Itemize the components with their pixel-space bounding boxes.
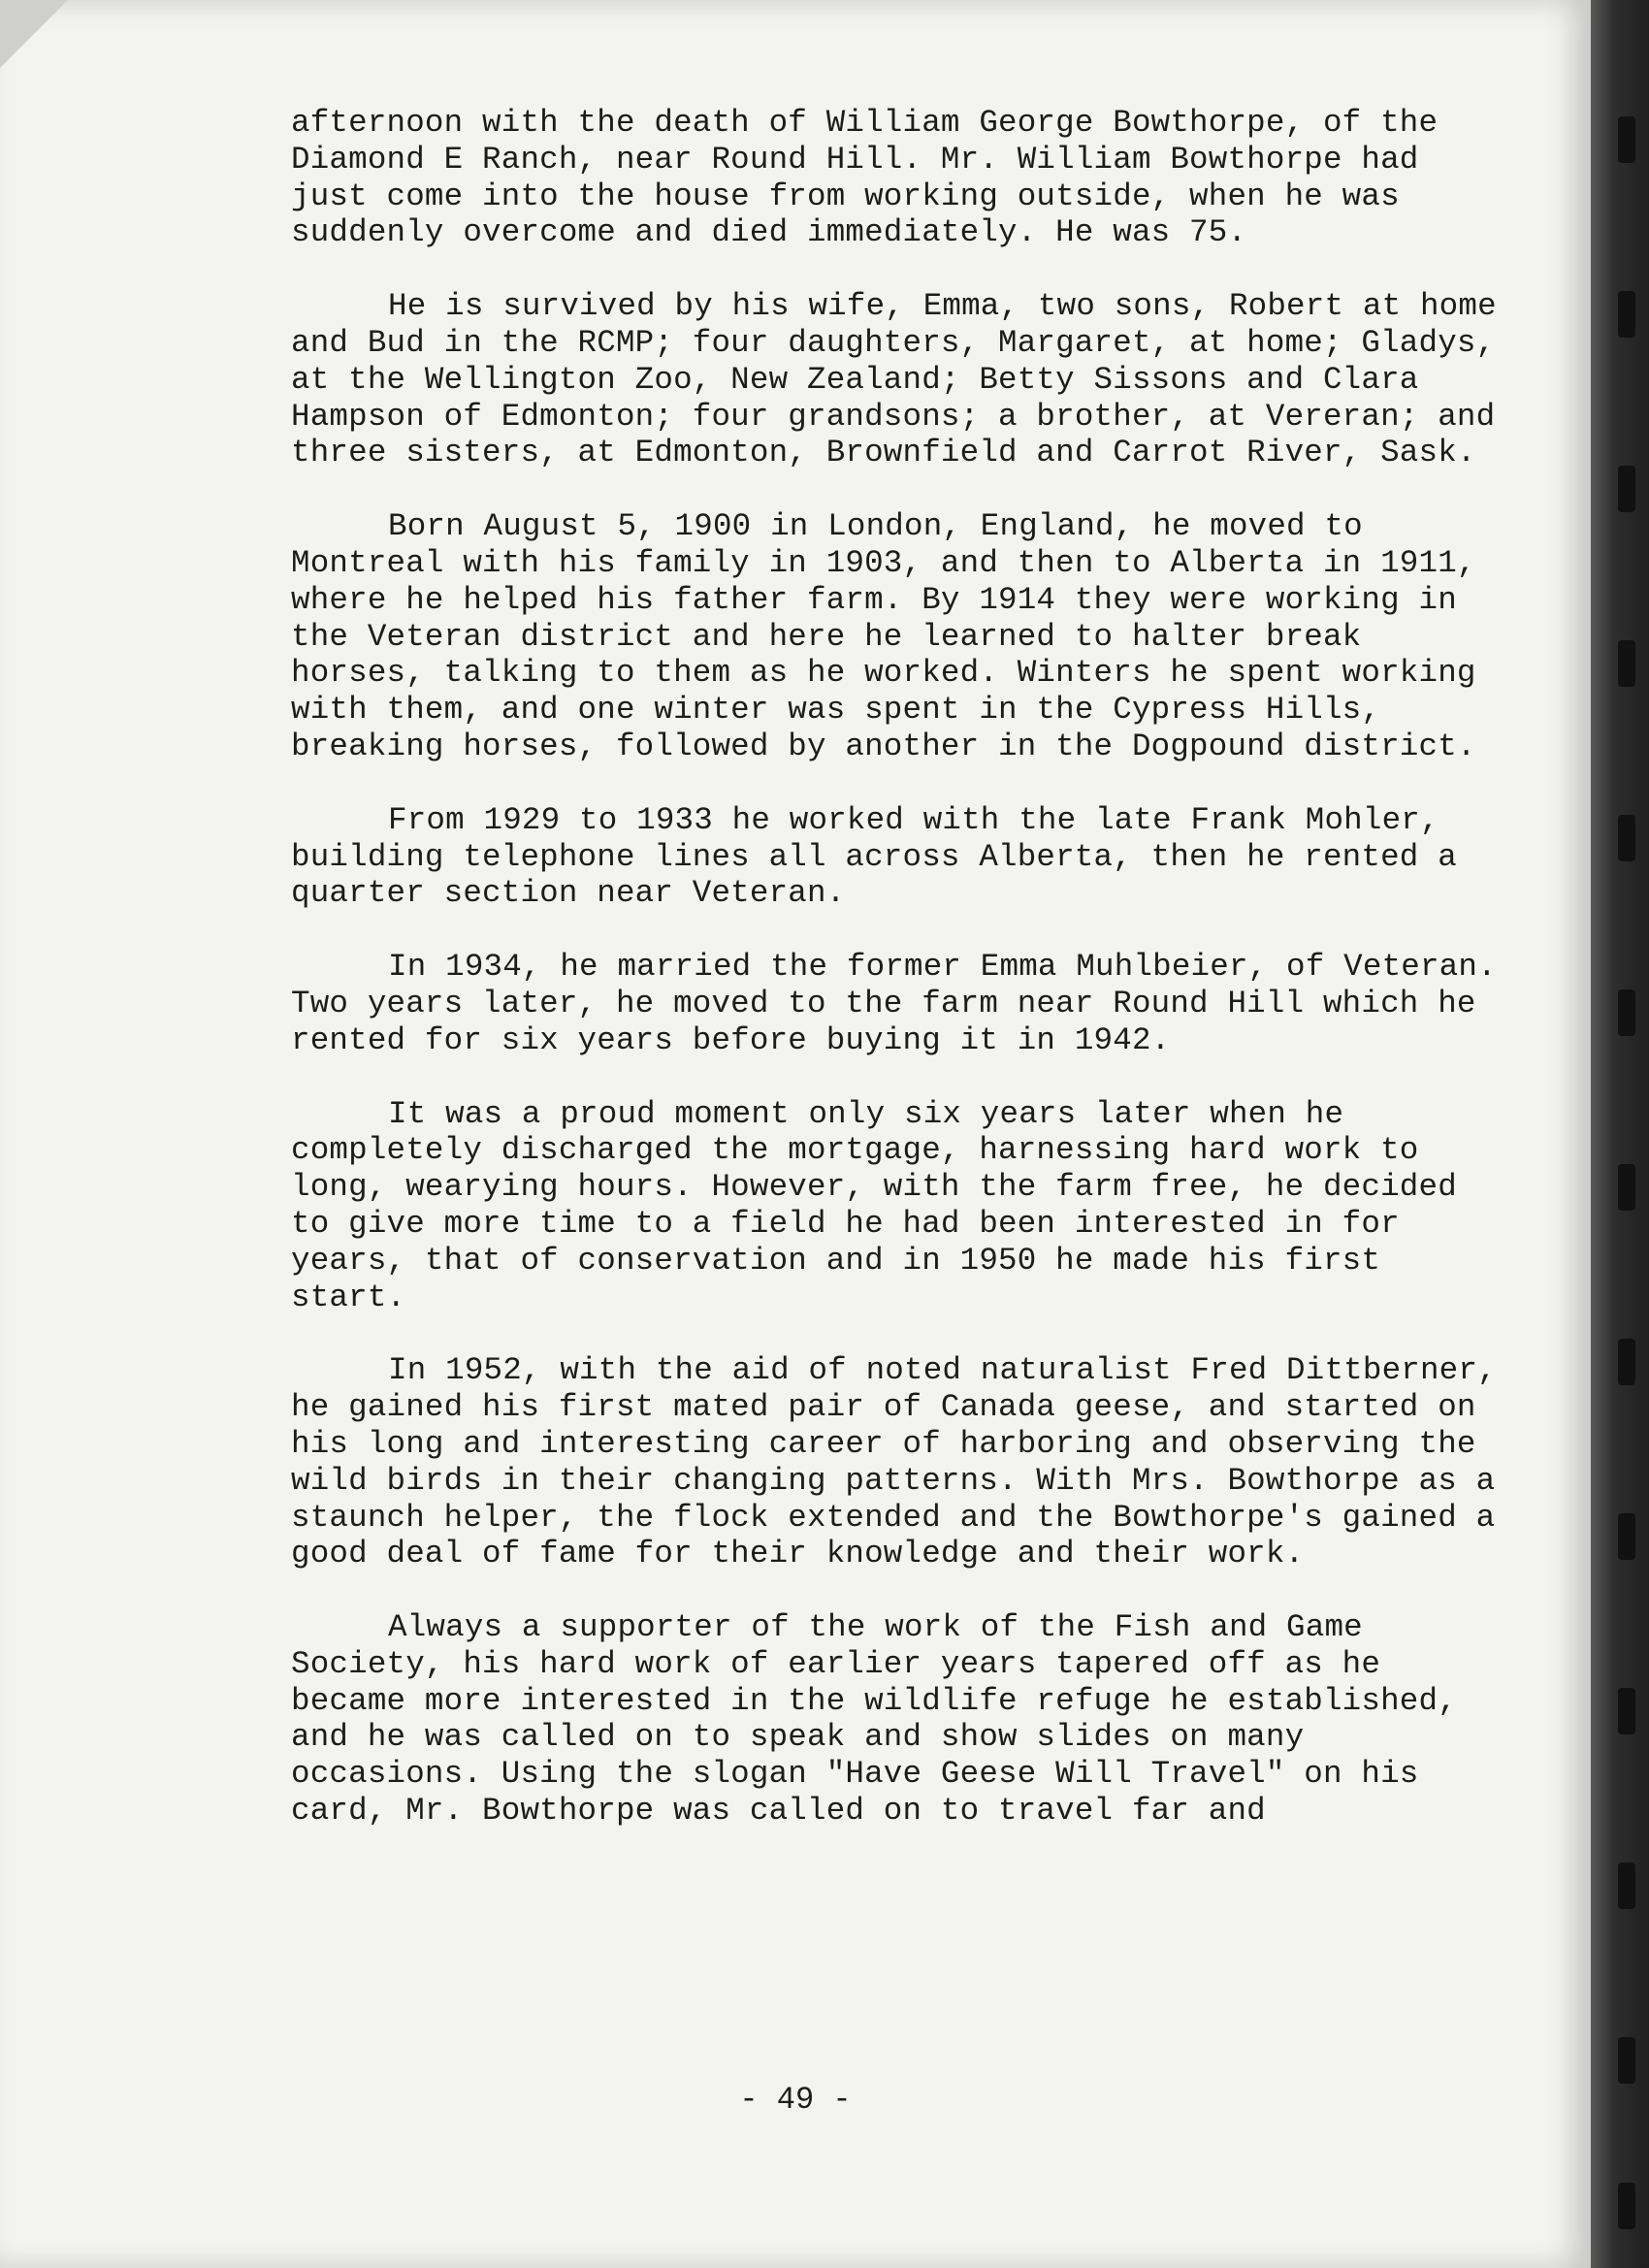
binding-ring xyxy=(1618,2037,1635,2084)
binding-ring xyxy=(1618,815,1635,861)
spiral-binding xyxy=(1591,0,1649,2268)
paragraph-1: afternoon with the death of William George Bowthorpe, of the Diamond E Ranch, near Round Hill. Mr. William Bowthorpe had just come into the house from working outside, when he was suddenly overcome and died immediately. He was 75. xyxy=(291,105,1439,251)
binding-ring xyxy=(1618,1863,1635,1909)
folded-corner xyxy=(0,0,68,68)
body-text xyxy=(291,105,1504,1866)
page-number: - 49 - xyxy=(739,2082,852,2118)
paragraph-6: It was a proud moment only six years later when he completely discharged the mortgage, harnessing hard work to long, wearying hours. However, with the farm free, he decided to give more time to a field he had been interested in for years, that of conservation and in 1950 he made his first start. xyxy=(291,1095,1457,1315)
binding-ring xyxy=(1618,466,1635,512)
binding-ring xyxy=(1618,291,1635,338)
binding-ring xyxy=(1618,640,1635,687)
paragraph-3: Born August 5, 1900 in London, England, he moved to Montreal with his family in 1903, and then to Alberta in 1911, where he helped his father farm. By 1914 they were working in the Veteran district and here he learned to halter break horses, talking to them as he worked. Winters he spent working with them, and one winter was spent in the Cypress Hills, breaking horses, followed by another in the Dogpound district. xyxy=(291,508,1476,764)
paragraph-2: He is survived by his wife, Emma, two sons, Robert at home and Bud in the RCMP; four daughters, Margaret, at home; Gladys, at the Wellington Zoo, New Zealand; Betty Sissons and Clara Hampson of Edmonton; four grandsons; a brother, at Vereran; and three sisters, at Edmonton, Brownfield and Carrot River, Sask. xyxy=(291,288,1497,471)
binding-ring xyxy=(1618,989,1635,1036)
binding-ring xyxy=(1618,116,1635,163)
binding-ring xyxy=(1618,2183,1635,2229)
binding-ring xyxy=(1618,1164,1635,1211)
paragraph-8: Always a supporter of the work of the Fish and Game Society, his hard work of earlier years tapered off as he became more interested in the wildlife refuge he established, and he was called on to speak and show slides on many occasions. Using the slogan "Have Geese Will Travel" on his card, Mr. Bowthorpe was called on to travel far and xyxy=(291,1609,1457,1830)
paragraph-5: In 1934, he married the former Emma Muhlbeier, of Veteran. Two years later, he moved to the farm near Round Hill which he rented for six years before buying it in 1942. xyxy=(291,949,1497,1058)
binding-ring xyxy=(1618,1688,1635,1734)
binding-ring xyxy=(1618,1513,1635,1560)
paragraph-4: From 1929 to 1933 he worked with the late Frank Mohler, building telephone lines all across Alberta, then he rented a quarter section near Veteran. xyxy=(291,801,1457,912)
paragraph-7: In 1952, with the aid of noted naturalist Fred Dittberner, he gained his first mated pair of Canada geese, and started on his long and interesting career of harboring and observing the wild birds in their changing patterns. With Mrs. Bowthorpe as a staunch helper, the flock extended and the Bowthorpe's gained a good deal of fame for their knowledge and their work. xyxy=(291,1352,1497,1572)
binding-ring xyxy=(1618,1339,1635,1385)
